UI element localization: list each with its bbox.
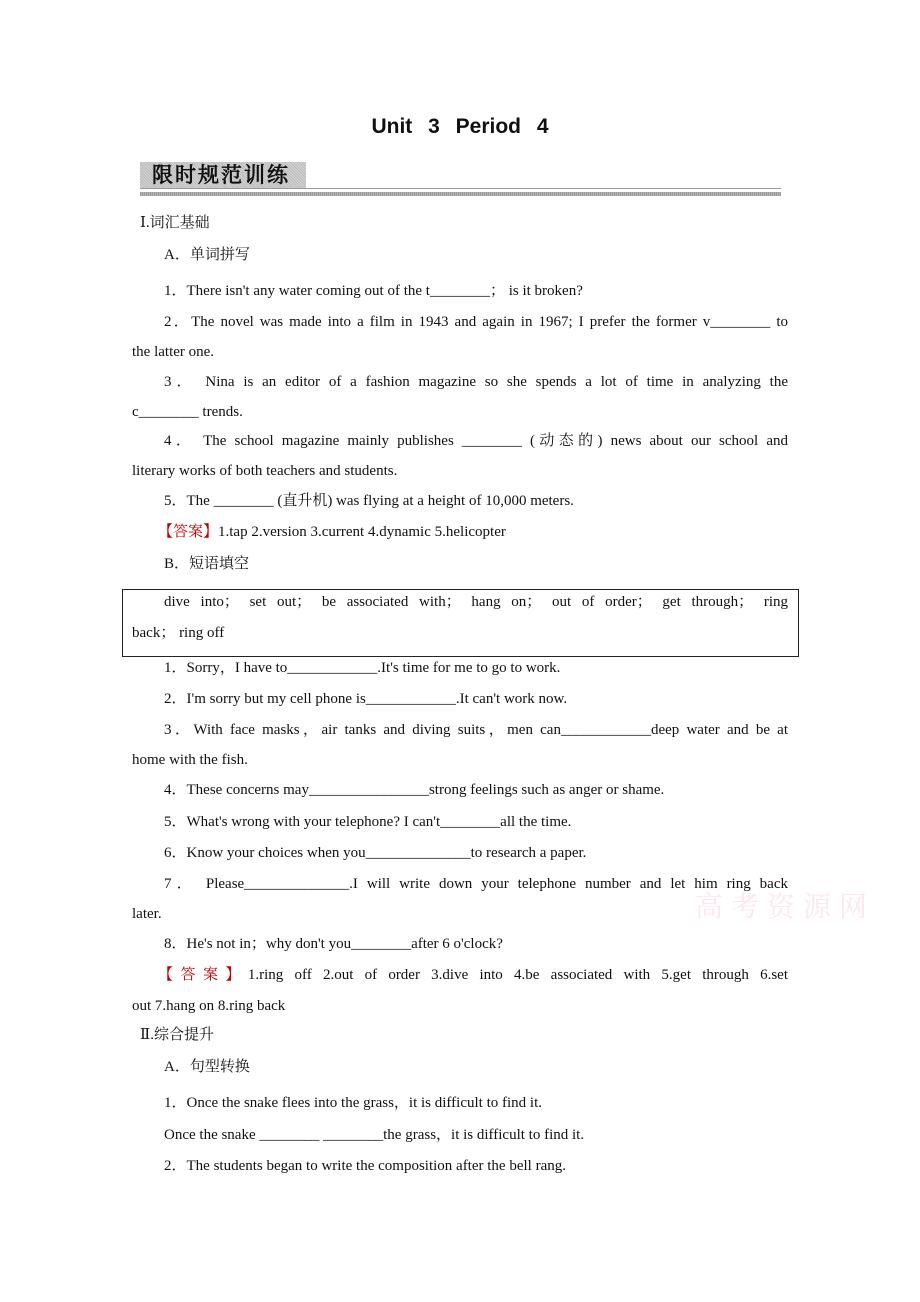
question-line: 1．Once the snake flees into the grass，it is difficult to find it. [164, 1095, 542, 1111]
page-title: Unit 3 Period 4 [371, 115, 549, 138]
section-banner [140, 162, 306, 188]
question-line: 2．The novel was made into a film in 1943 and again in 1967; I prefer the former v________ to [164, 314, 788, 330]
section-heading: Ⅱ.综合提升 [140, 1027, 214, 1043]
divider [140, 188, 781, 189]
question-line: Once the snake ________ ________the grass，it is difficult to find it. [164, 1127, 585, 1143]
question-line: 4． The school magazine mainly publishes ________ (动态的) news about our school and [164, 433, 788, 449]
question-line: later. [132, 906, 162, 922]
answer-line [158, 522, 506, 542]
phrase-list: dive into； set out； be associated with； hang on； out of order； get through； ring [164, 594, 788, 610]
question-line: 7． Please______________.I will write down your telephone number and let him ring back [164, 876, 788, 892]
question-line: the latter one. [132, 344, 215, 360]
answer-text-continued: out 7.hang on 8.ring back [132, 998, 286, 1014]
part-heading: A．句型转换 [164, 1059, 250, 1075]
answer-label: 【答案】 [158, 967, 248, 983]
answer-line [158, 965, 788, 985]
question-line: home with the fish. [132, 752, 248, 768]
question-line: 5．The ________ (直升机) was flying at a height of 10,000 meters. [164, 493, 574, 509]
divider-thick [140, 192, 781, 196]
part-heading: B．短语填空 [164, 556, 250, 572]
banner-text: 限时规范训练 [152, 162, 290, 187]
question-line: 1．Sorry，I have to____________.It's time for me to go to work. [164, 660, 561, 676]
question-line: 2．The students began to write the composition after the bell rang. [164, 1158, 566, 1174]
part-heading: A．单词拼写 [164, 247, 250, 263]
answer-text: 1.tap 2.version 3.current 4.dynamic 5.helicopter [218, 524, 506, 540]
question-line: 4．These concerns may________________strong feelings such as anger or shame. [164, 782, 665, 798]
question-line: 2．I'm sorry but my cell phone is____________.It can't work now. [164, 691, 568, 707]
question-line: 8．He's not in；why don't you________after 6 o'clock? [164, 936, 503, 952]
question-line: c________ trends. [132, 404, 243, 420]
question-line: 3．With face masks，air tanks and diving suits，men can____________deep water and be at [164, 722, 788, 738]
question-line: literary works of both teachers and students. [132, 463, 398, 479]
answer-text: 1.ring off 2.out of order 3.dive into 4.be associated with 5.get through 6.set [247, 967, 788, 983]
phrase-list: back； ring off [132, 625, 225, 641]
question-line: 5．What's wrong with your telephone? I can't________all the time. [164, 814, 572, 830]
section-heading: Ⅰ.词汇基础 [140, 215, 210, 231]
question-line: 1．There isn't any water coming out of the t________； is it broken? [164, 283, 583, 299]
answer-label: 【答案】 [158, 524, 219, 540]
question-line: 6．Know your choices when you______________to research a paper. [164, 845, 587, 861]
watermark: 高考资源网 [695, 890, 876, 923]
question-line: 3． Nina is an editor of a fashion magazine so she spends a lot of time in analyzing the [164, 374, 788, 390]
